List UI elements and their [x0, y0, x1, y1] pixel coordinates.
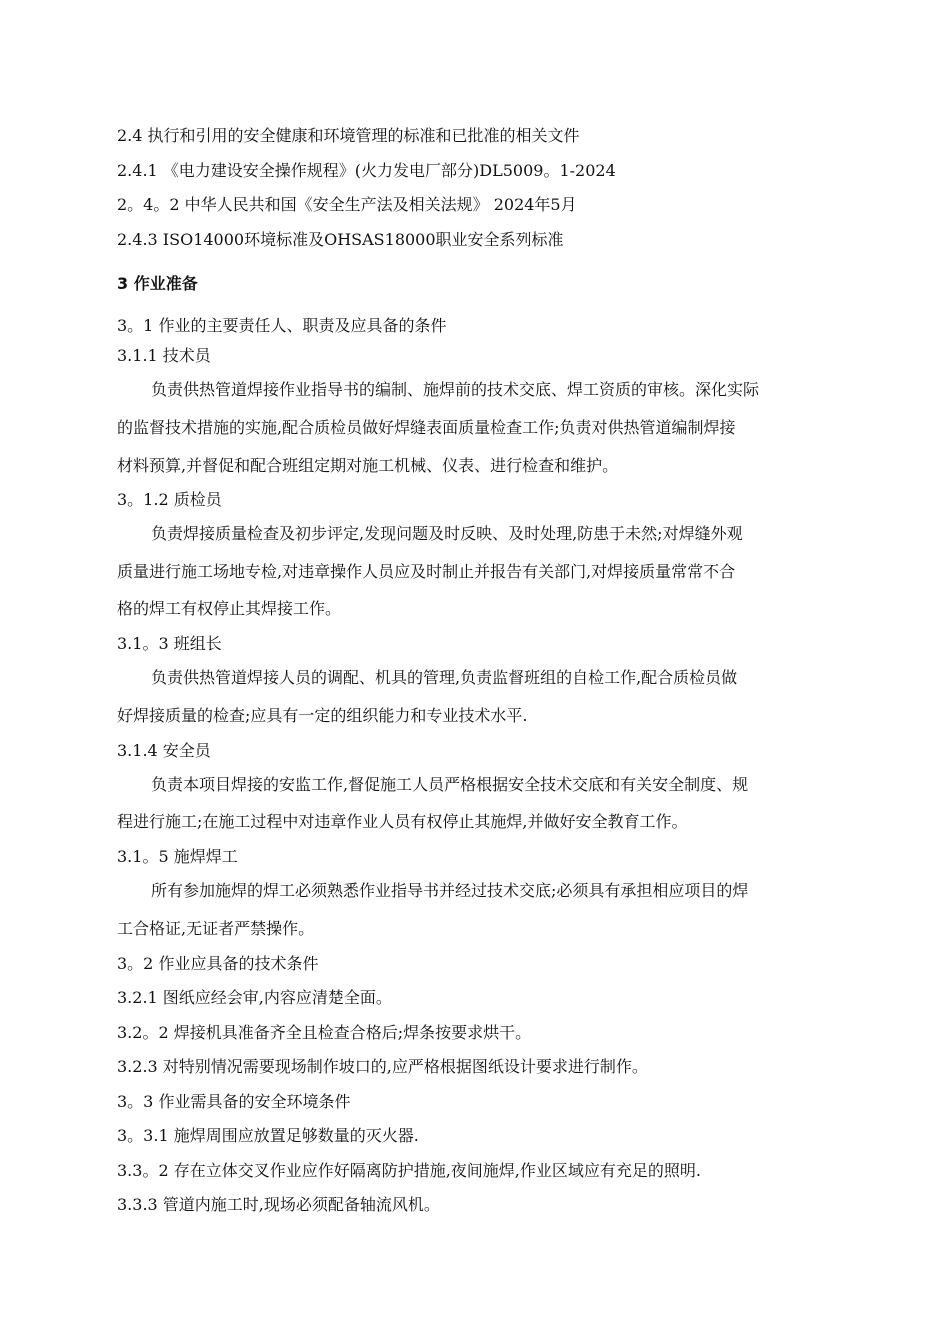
clause-3-2-2: 3.2。2 焊接机具准备齐全且检查合格后;焊条按要求烘干。 [117, 1023, 532, 1042]
clause-3-3-2: 3.3。2 存在立体交叉作业应作好隔离防护措施,夜间施焊,作业区域应有充足的照明. [117, 1161, 701, 1180]
clause-2-4: 2.4 执行和引用的安全健康和环境管理的标准和已批准的相关文件 [117, 126, 580, 145]
clause-3-3: 3。3 作业需具备的安全环境条件 [117, 1092, 351, 1111]
clause-3-3-1: 3。3.1 施焊周围应放置足够数量的灭火器. [117, 1126, 419, 1145]
clause-3-1-5: 3.1。5 施焊焊工 [117, 847, 238, 866]
paragraph-line: 负责焊接质量检查及初步评定,发现问题及时反映、及时处理,防患于未然;对焊缝外观 [151, 524, 743, 543]
section-heading: 3 作业准备 [117, 274, 198, 293]
clause-3-1-1: 3.1.1 技术员 [117, 346, 211, 365]
clause-3-1: 3。1 作业的主要责任人、职责及应具备的条件 [117, 316, 447, 335]
paragraph-line: 格的焊工有权停止其焊接工作。 [117, 599, 342, 618]
clause-3-2-1: 3.2.1 图纸应经会审,内容应清楚全面。 [117, 988, 392, 1007]
clause-2-4-2: 2。4。2 中华人民共和国《安全生产法及相关法规》 2024年5月 [117, 195, 577, 214]
clause-3-2: 3。2 作业应具备的技术条件 [117, 954, 319, 973]
clause-2-4-1: 2.4.1 《电力建设安全操作规程》(火力发电厂部分)DL5009。1-2024 [117, 161, 616, 180]
paragraph-line: 好焊接质量的检查;应具有一定的组织能力和专业技术水平. [117, 706, 528, 725]
clause-3-1-2: 3。1.2 质检员 [117, 490, 222, 509]
paragraph-line: 材料预算,并督促和配合班组定期对施工机械、仪表、进行检查和维护。 [117, 456, 619, 475]
paragraph-line: 质量进行施工场地专检,对违章操作人员应及时制止并报告有关部门,对焊接质量常常不合 [117, 562, 736, 581]
clause-3-1-3: 3.1。3 班组长 [117, 634, 222, 653]
paragraph-line: 负责本项目焊接的安监工作,督促施工人员严格根据安全技术交底和有关安全制度、规 [151, 775, 749, 794]
paragraph-line: 工合格证,无证者严禁操作。 [117, 919, 315, 938]
clause-3-3-3: 3.3.3 管道内施工时,现场必须配备轴流风机。 [117, 1195, 440, 1214]
clause-3-2-3: 3.2.3 对特别情况需要现场制作坡口的,应严格根据图纸设计要求进行制作。 [117, 1057, 648, 1076]
paragraph-line: 负责供热管道焊接作业指导书的编制、施焊前的技术交底、焊工资质的审核。深化实际 [151, 380, 760, 399]
paragraph-line: 负责供热管道焊接人员的调配、机具的管理,负责监督班组的自检工作,配合质检员做 [151, 668, 738, 687]
paragraph-line: 所有参加施焊的焊工必须熟悉作业指导书并经过技术交底;必须具有承担相应项目的焊 [151, 881, 749, 900]
clause-3-1-4: 3.1.4 安全员 [117, 741, 211, 760]
clause-2-4-3: 2.4.3 ISO14000环境标准及OHSAS18000职业安全系列标准 [117, 230, 564, 249]
paragraph-line: 的监督技术措施的实施,配合质检员做好焊缝表面质量检查工作;负责对供热管道编制焊接 [117, 418, 736, 437]
paragraph-line: 程进行施工;在施工过程中对违章作业人员有权停止其施焊,并做好安全教育工作。 [117, 812, 688, 831]
